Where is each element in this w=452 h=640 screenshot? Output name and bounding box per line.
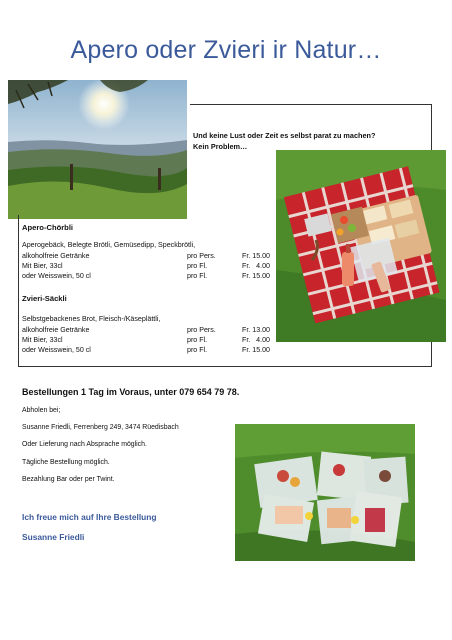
tagline — [193, 130, 375, 152]
zvieri-row-unit: pro Fl. — [187, 346, 208, 354]
closing-signature: Susanne Friedli — [22, 532, 85, 542]
zvieri-row: Selbstgebackenes Brot, Fleisch-/Käseplättli, — [22, 315, 161, 323]
apero-row-unit: pro Pers. — [187, 252, 216, 260]
zvieri-bags-photo — [235, 424, 415, 561]
payment-note: Bezahlung Bar oder per Twint. — [22, 476, 115, 483]
apero-row: Mit Bier, 33cl — [22, 262, 63, 270]
apero-row-price: Fr. 4.00 — [242, 262, 270, 270]
page-title: Apero oder Zvieri ir Natur… — [70, 36, 382, 64]
apero-row: alkoholfreie Getränke — [22, 252, 90, 260]
pickup-label: Abholen bei; — [22, 407, 61, 414]
tagline-question: Und keine Lust oder Zeit es selbst parat zu machen? — [193, 131, 376, 140]
frame-top-line — [190, 104, 432, 105]
apero-row-price: Fr. 15.00 — [242, 272, 270, 280]
frame-left-line — [18, 215, 19, 366]
apero-row-unit: pro Fl. — [187, 262, 208, 270]
apero-row-price: Fr. 15.00 — [242, 252, 270, 260]
closing-message: Ich freue mich auf Ihre Bestellung — [22, 512, 157, 522]
frame-bottom-line — [18, 366, 432, 367]
tagline-answer: Kein Problem… — [193, 142, 248, 151]
zvieri-row: alkoholfreie Getränke — [22, 326, 90, 334]
zvieri-row: oder Weisswein, 50 cl — [22, 346, 91, 354]
daily-order-note: Tägliche Bestellung möglich. — [22, 459, 110, 466]
zvieri-row: Mit Bier, 33cl — [22, 336, 63, 344]
apero-row: Aperogebäck, Belegte Brötli, Gemüsedipp, Speckbrötli, — [22, 241, 196, 249]
zvieri-row-price: Fr. 13.00 — [242, 326, 270, 334]
apero-row-unit: pro Fl. — [187, 272, 208, 280]
zvieri-row-price: Fr. 15.00 — [242, 346, 270, 354]
apero-row: oder Weisswein, 50 cl — [22, 272, 91, 280]
zvieri-row-price: Fr. 4.00 — [242, 336, 270, 344]
pickup-address: Susanne Friedli, Ferrenberg 249, 3474 Rüedisbach — [22, 424, 179, 431]
apero-heading: Apero-Chörbli — [22, 223, 74, 232]
zvieri-heading: Zvieri-Säckli — [22, 294, 67, 303]
zvieri-row-unit: pro Pers. — [187, 326, 216, 334]
delivery-note: Oder Lieferung nach Absprache möglich. — [22, 441, 147, 448]
picnic-blanket-photo — [276, 150, 446, 342]
order-note: Bestellungen 1 Tag im Voraus, unter 079 654 79 78. — [22, 387, 240, 397]
landscape-photo — [8, 80, 187, 219]
zvieri-row-unit: pro Fl. — [187, 336, 208, 344]
